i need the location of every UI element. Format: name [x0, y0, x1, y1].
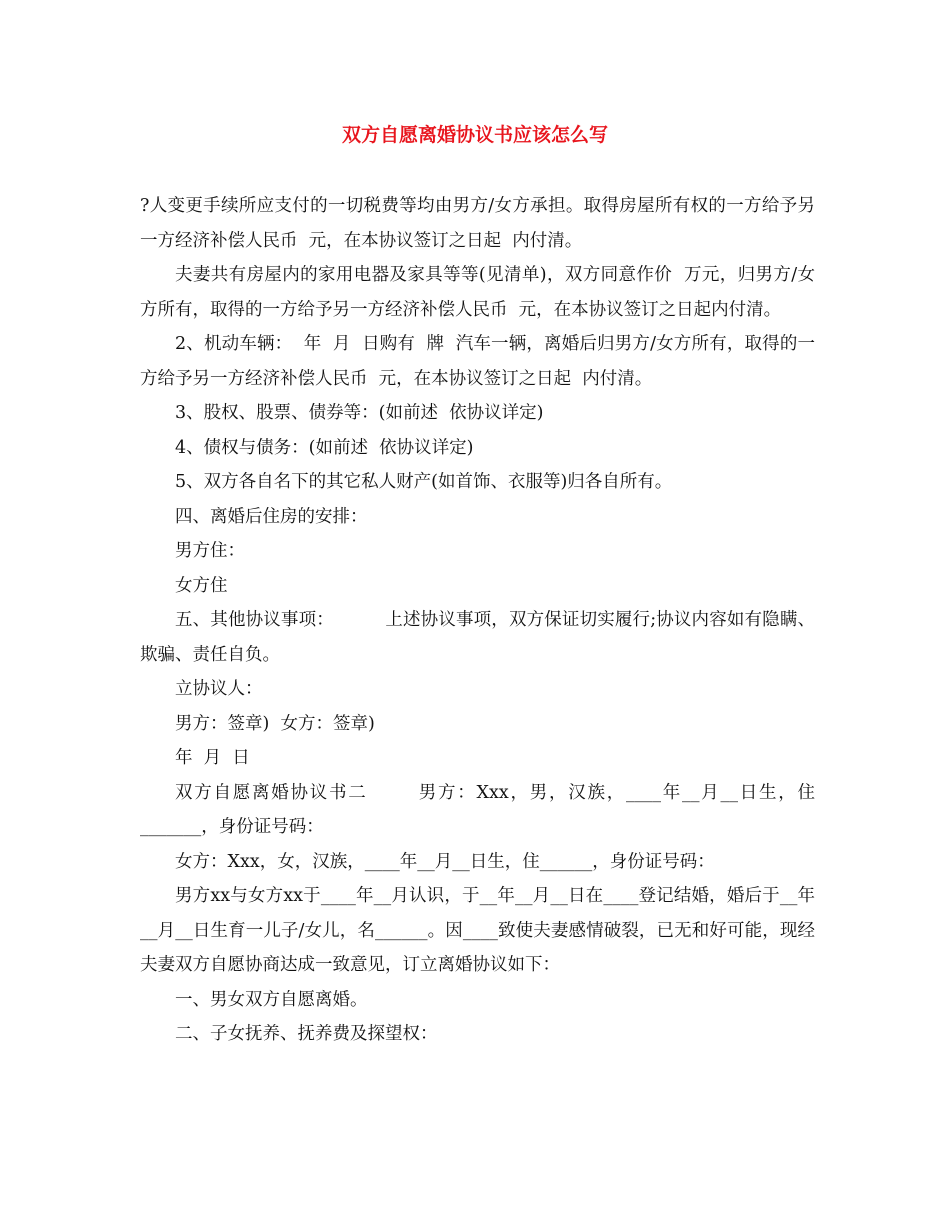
- signature-line: 男方：签章) 女方：签章): [175, 713, 375, 734]
- document-body: [140, 189, 815, 1052]
- paragraph: 2、机动车辆： 年 月 日购有 牌 汽车一辆，离婚后归男方/女方所有，取得的一方给予另一方经济补偿人民币 元，在本协议签订之日起 内付清。: [140, 334, 815, 389]
- paragraph: 女方：Xxx，女，汉族，____年__月__日生，住______，身份证号码：: [175, 851, 715, 872]
- document-title: 双方自愿离婚协议书应该怎么写: [341, 124, 608, 146]
- paragraph: 4、债权与债务：(如前述 依协议详定): [175, 437, 474, 458]
- paragraph: 立协议人：: [175, 679, 263, 699]
- paragraph: ?人变更手续所应支付的一切税费等均由男方/女方承担。取得房屋所有权的一方给予另一方经济补偿人民币 元，在本协议签订之日起 内付清。: [140, 196, 815, 251]
- date-line: 年 月 日: [175, 748, 250, 768]
- paragraph: 女方住: [175, 575, 228, 596]
- paragraph: 3、股权、股票、债券等：(如前述 依协议详定): [175, 403, 544, 423]
- paragraph: 男方xx与女方xx于____年__月认识，于__年__月__日在____登记结婚，婚后于__年__月__日生育一儿子/女儿，名______。因____致使夫妻感情破裂，已无和好可能，现经夫妻双方自愿协商达成一致意见，订立离婚协议如下：: [140, 886, 815, 975]
- section-heading: 四、离婚后住房的安排：: [175, 506, 368, 527]
- section-heading: 五、其他协议事项： 上述协议事项，双方保证切实履行;协议内容如有隐瞒、欺骗、责任自负。: [140, 610, 815, 665]
- paragraph: 男方住：: [175, 541, 245, 561]
- paragraph: 5、双方各自名下的其它私人财产(如首饰、衣服等)归各自所有。: [175, 472, 673, 492]
- paragraph: 夫妻共有房屋内的家用电器及家具等等(见清单)，双方同意作价 万元，归男方/女方所有，取得的一方给予另一方经济补偿人民币 元，在本协议签订之日起内付清。: [140, 265, 815, 320]
- paragraph: 双方自愿离婚协议书二 男方：Xxx，男，汉族，____年__月__日生，住_______，身份证号码：: [140, 782, 815, 837]
- section-heading: 一、男女双方自愿离婚。: [175, 989, 368, 1010]
- section-heading: 二、子女抚养、抚养费及探望权：: [175, 1024, 438, 1044]
